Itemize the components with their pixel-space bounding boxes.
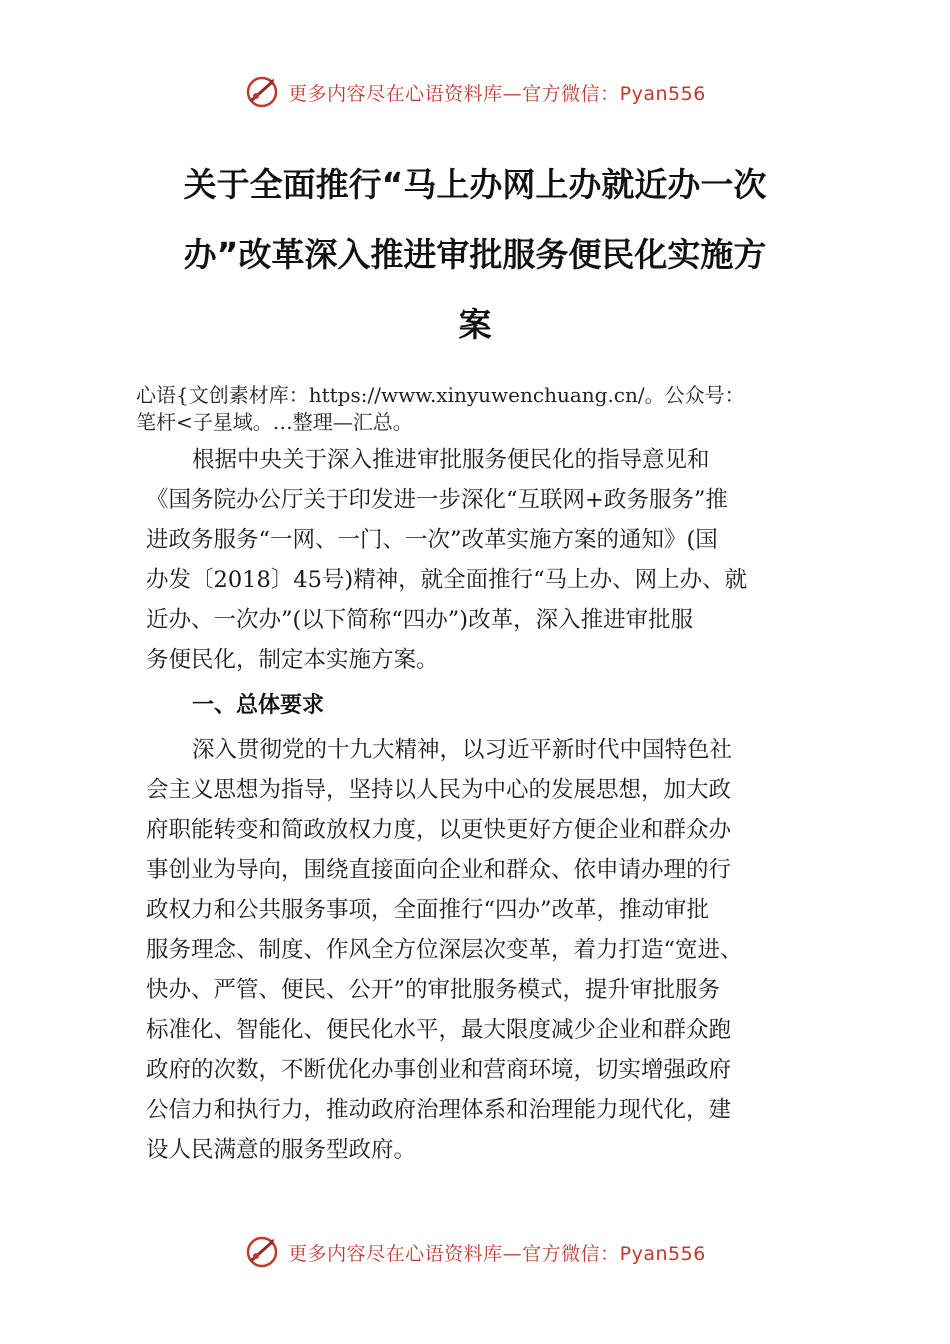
paragraph-line: 近办、一次办”(以下简称“四办”)改革，深入推进审批服: [146, 607, 694, 633]
paragraph-line: 事创业为导向，围绕直接面向企业和群众、依申请办理的行: [146, 857, 732, 883]
brush-seal-logo-icon: [244, 74, 280, 110]
paragraph-line: 办发〔2018〕45号)精神，就全面推行“马上办、网上办、就: [146, 567, 748, 593]
paragraph-line: 设人民满意的服务型政府。: [146, 1137, 417, 1163]
paragraph-line: 服务理念、制度、作风全方位深层次变革，着力打造“宽进、: [146, 937, 743, 963]
paragraph-line: 政权力和公共服务事项，全面推行“四办”改革，推动审批: [146, 897, 710, 923]
watermark-text: 更多内容尽在心语资料库—官方微信：Pyan556: [288, 1242, 706, 1265]
title-line: 案: [458, 305, 492, 344]
paragraph-line: 府职能转变和简政放权力度，以更快更好方便企业和群众办: [146, 817, 732, 843]
paragraph-line: 快办、严管、便民、公开”的审批服务模式，提升审批服务: [146, 977, 721, 1003]
watermark-text: 更多内容尽在心语资料库—官方微信：Pyan556: [288, 82, 706, 105]
paragraph-line: 《国务院办公厅关于印发进一步深化“互联网+政务服务”推: [146, 487, 728, 513]
section-paragraph: [146, 730, 816, 1170]
brush-seal-logo-icon: [244, 1234, 280, 1270]
title-line: 关于全面推行“马上办网上办就近办一次: [183, 165, 767, 204]
source-note-line: 心语{文创素材库：https://www.xinyuwenchuang.cn/。公众号：: [136, 383, 745, 407]
paragraph-line: 根据中央关于深入推进审批服务便民化的指导意见和: [192, 447, 710, 473]
intro-paragraph: [146, 440, 816, 680]
source-note-line: 笔杆<子星域。…整理—汇总。: [136, 410, 413, 434]
paragraph-line: 深入贯彻党的十九大精神，以习近平新时代中国特色社: [192, 737, 733, 763]
paragraph-line: 务便民化，制定本实施方案。: [146, 647, 439, 673]
paragraph-line: 公信力和执行力，推动政府治理体系和治理能力现代化，建: [146, 1097, 732, 1123]
section-heading: 一、总体要求: [192, 693, 325, 718]
paragraph-line: 标准化、智能化、便民化水平，最大限度减少企业和群众跑: [146, 1017, 732, 1043]
header-watermark-banner: [0, 72, 950, 112]
title-line: 办”改革深入推进审批服务便民化实施方: [183, 235, 767, 274]
paragraph-line: 会主义思想为指导，坚持以人民为中心的发展思想，加大政: [146, 777, 732, 803]
paragraph-line: 进政务服务“一网、一门、一次”改革实施方案的通知》(国: [146, 527, 718, 553]
paragraph-line: 政府的次数，不断优化办事创业和营商环境，切实增强政府: [146, 1057, 732, 1083]
document-title: [150, 150, 800, 360]
source-note: [136, 382, 856, 436]
footer-watermark-banner: [0, 1232, 950, 1272]
